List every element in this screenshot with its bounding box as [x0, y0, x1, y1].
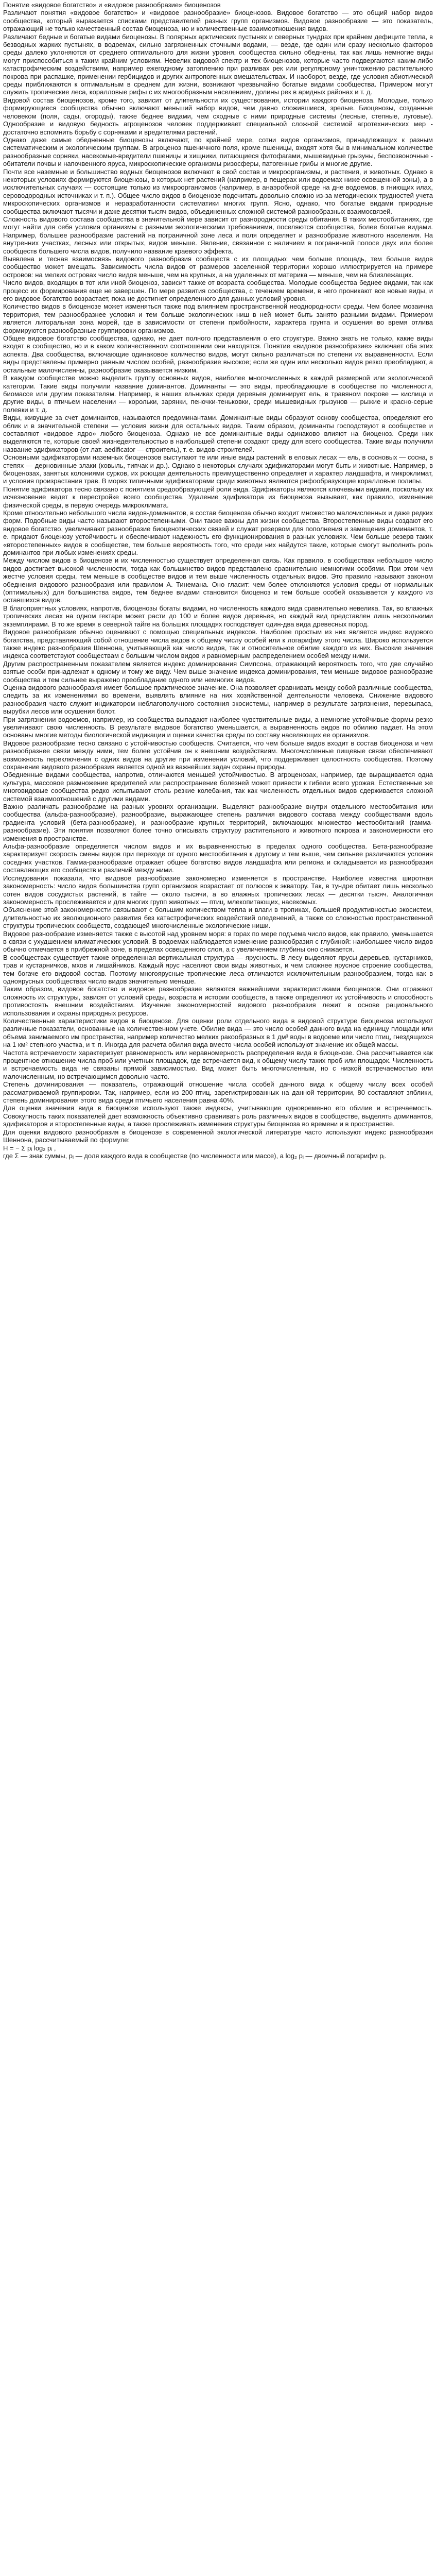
document [0, 0, 436, 1160]
paragraph: Видовое разнообразие обычно оценивают с помощью специальных индексов. Наиболее простым из них является индекс видового богатства, представляющий собой отношение числа видов к общему числу особей или к логарифму этого числа. Широко используется также индекс разнообразия Шеннона, учитывающий как число видов, так и относительное обилие каждого из них. Высокие значения индекса соответствуют сообществам с большим числом видов и равномерным распределением особей между ними. [3, 628, 433, 660]
paragraph: Важно различать разнообразие на разных уровнях организации. Выделяют разнообразие внутри отдельного местообитания или сообщества (альфа-разнообразие), разнообразие, выражающее степень различия видового состава между сообществами вдоль градиента условий (бета-разнообразие), и разнообразие крупных территорий, включающих множество местообитаний (гамма-разнообразие). Эти понятия позволяют более точно описывать структуру растительного и животного покрова и закономерности его изменения в пространстве. [3, 803, 433, 842]
paragraph: Исследования показали, что видовое разнообразие закономерно изменяется в пространстве. Наиболее известна широтная закономерность: число видов большинства групп организмов возрастает от полюсов к экватору. Так, в тундре обитает лишь несколько сотен видов сосудистых растений, в тайге — около тысячи, а во влажных тропических лесах — десятки тысяч. Аналогичная закономерность прослеживается и для многих групп животных — птиц, млекопитающих, насекомых. [3, 874, 433, 906]
paragraph: Различают понятия «видовое богатство» и «видовое разнообразие» биоценозов. Видовое богатство — это общий набор видов сообщества, который выражается списками представителей разных групп организмов. Видовое разнообразие — это показатель, отражающий не только качественный состав биоценоза, но и количественные взаимоотношения видов. [3, 9, 433, 33]
paragraph: Степень доминирования — показатель, отражающий отношение числа особей данного вида к общему числу всех особей рассматриваемой группировки. Так, например, если из 200 птиц, зарегистрированных на данной территории, 80 составляют зяблики, степень доминирования этого вида среди птичьего населения равна 40%. [3, 1080, 433, 1105]
paragraph: Сложность видового состава сообщества в значительной мере зависит от разнородности среды обитания. В таких местообитаниях, где могут найти для себя условия организмы с разными экологическими требованиями, поселяются сообщества, более богатые видами. Например, большее разнообразие растений на пограничной зоне леса и поля определяет и разнообразие животного населения. На внутренних участках, лесных или открытых, видов меньше. Явление, связанное с наличием в пограничной полосе двух или более сообществ большего числа видов, получило название краевого эффекта. [3, 215, 433, 255]
paragraph: Видовое разнообразие изменяется также с высотой над уровнем моря: в горах по мере подъема число видов, как правило, уменьшается в связи с ухудшением климатических условий. В водоемах наблюдается изменение разнообразия с глубиной: наибольшее число видов обычно отмечается в прибрежной зоне, в пределах освещенного слоя, а с увеличением глубины оно снижается. [3, 929, 433, 954]
paragraph: Однако даже самые обедненные биоценозы включают, по крайней мере, сотни видов организмов, принадлежащих к разным систематическим и экологическим группам. В агроценоз пшеничного поля, кроме пшеницы, входят хотя бы в минимальном количестве разнообразные сорняки, насекомые-вредители пшеницы и хищники, питающиеся фитофагами, мышевидные грызуны, беспозвоночные - обитатели почвы и напочвенного яруса, микроскопические организмы ризосферы, патогенные грибы и многие другие. [3, 135, 433, 168]
paragraph: Выявлена и тесная взаимосвязь видового разнообразия сообществ с их площадью: чем больше площадь, тем больше видов сообщество может вмещать. Зависимость числа видов от размеров заселенной территории хорошо иллюстрируется на примере островов: на мелких островах число видов меньше, чем на крупных, а на удаленных от материка — меньше, чем на близлежащих. [3, 255, 433, 279]
paragraph: Обедненные видами сообщества, напротив, отличаются меньшей устойчивостью. В агроценозах, например, где выращивается одна культура, массовое размножение вредителей или распространение болезней может привести к гибели всего урожая. Естественные же многовидовые сообщества редко испытывают столь резкие колебания, так как численность отдельных видов сдерживается сложной системой взаимоотношений с другими видами. [3, 771, 433, 803]
paragraph: H = − Σ pᵢ log₂ pᵢ , [3, 1144, 56, 1152]
paragraph: Таким образом, видовое богатство и видовое разнообразие являются важнейшими характеристиками биоценозов. Они отражают сложность их структуры, зависят от условий среды, возраста и истории сообществ, а также определяют их устойчивость и способность противостоять внешним воздействиям. Изучение закономерностей видового разнообразия лежит в основе рационального использования и охраны природных ресурсов. [3, 985, 433, 1017]
paragraph: где Σ — знак суммы, pᵢ — доля каждого вида в сообществе (по численности или массе), а log₂ pᵢ — двоичный логарифм pᵢ. [3, 1151, 387, 1160]
paragraph: Виды, живущие за счет доминантов, называются предоминантами. Доминантные виды образуют основу сообщества, определяют его облик и в значительной степени — условия жизни для остальных видов. Таким образом, доминанты господствуют в сообществе и составляют «видовое ядро» любого биоценоза. Однако не все доминантные виды одинаково влияют на биоценоз. Среди них выделяются те, которые своей жизнедеятельностью в наибольшей степени создают среду для всего сообщества. Такие виды получили название эдификаторов (от лат. aedificator — строитель), т. е. видов-строителей. [3, 414, 433, 453]
paragraph: В сообществах существует также определенная вертикальная структура — ярусность. В лесу выделяют ярусы деревьев, кустарников, трав и кустарничков, мхов и лишайников. Каждый ярус населяют свои виды животных, и чем сложнее ярусное строение сообщества, тем богаче его видовой состав. Поэтому многоярусные тропические леса отличаются исключительным разнообразием, тогда как в одноярусных сообществах число видов значительно меньше. [3, 953, 433, 985]
paragraph: Почти все наземные и большинство водных биоценозов включают в свой состав и микроорганизмы, и растения, и животных. Однако в некоторых условиях формируются биоценозы, в которых нет растений (например, в пещерах или водоемах ниже освещенной зоны), а в исключительных случаях — состоящие только из микроорганизмов (например, в анаэробной среде на дне водоемов, в гниющих илах, сероводородных источниках и т. п.). Общее число видов в биоценозе подсчитать довольно сложно из-за методических трудностей учета микроскопических организмов и неразработанности систематики многих групп. Ясно, однако, что богатые видами природные сообщества включают тысячи и даже десятки тысяч видов, объединенных сложной системой разнообразных взаимосвязей. [3, 167, 433, 215]
paragraph: Частота встречаемости характеризует равномерность или неравномерность распределения вида в биоценозе. Она рассчитывается как процентное отношение числа проб или учетных площадок, где встречается вид, к общему числу таких проб или площадок. Численность и встречаемость вида не связаны прямой зависимостью. Вид может быть многочисленным, но с низкой встречаемостью или малочисленным, но встречающимся довольно часто. [3, 1048, 433, 1080]
paragraph: Видовое разнообразие тесно связано с устойчивостью сообществ. Считается, что чем больше видов входит в состав биоценоза и чем разнообразнее связи между ними, тем более устойчив он к внешним воздействиям. Многочисленные пищевые связи обеспечивают возможность переключения с одних видов на другие при изменении условий, что поддерживает целостность сообщества. Поэтому сохранение видового разнообразия является одной из важнейших задач охраны природы. [3, 739, 433, 771]
paragraph: Оценка видового разнообразия имеет большое практическое значение. Она позволяет сравнивать между собой различные сообщества, следить за их изменениями во времени, выявлять влияние на них хозяйственной деятельности человека. Снижение видового разнообразия часто служит индикатором неблагополучного состояния экосистемы, например в результате загрязнения, перевыпаса, вырубки лесов или осушения болот. [3, 683, 433, 716]
paragraph: Альфа-разнообразие определяется числом видов и их выравненностью в пределах одного сообщества. Бета-разнообразие характеризует скорость смены видов при переходе от одного местообитания к другому и тем выше, чем сильнее различаются условия соседних участков. Гамма-разнообразие отражает общее богатство видов ландшафта или региона и складывается из разнообразия составляющих его сообществ и различий между ними. [3, 842, 433, 874]
paragraph: В каждом сообществе можно выделить группу основных видов, наиболее многочисленных в каждой размерной или экологической категории. Такие виды получили название доминантов. Доминанты — это виды, преобладающие в сообществе по численности, биомассе или другим показателям. Например, в наших ельниках среди деревьев доминирует ель, в травяном покрове — кислица и другие виды, в птичьем населении — корольки, зарянки, пеночки-теньковки, среди мышевидных грызунов — рыжие и красно-серые полевки и т. д. [3, 374, 433, 414]
paragraph: Основными эдификаторами наземных биоценозов выступают те или иные виды растений: в еловых лесах — ель, в сосновых — сосна, в степях — дерновинные злаки (ковыль, типчак и др.). Однако в некоторых случаях эдификаторами могут быть и животные. Например, в биоценозах, занятых колониями сурков, их роющая деятельность преимущественно определяет и характер ландшафта, и микроклимат, и условия произрастания трав. В морях типичными эдификаторами среди животных являются рифообразующие коралловые полипы. [3, 453, 433, 485]
document-title: Понятие «видовое богатство» и «видовое разнообразие» биоценозов [3, 1, 221, 9]
paragraph: При загрязнении водоемов, например, из сообщества выпадают наиболее чувствительные виды, а немногие устойчивые формы резко увеличивают свою численность. В результате видовое богатство уменьшается, а выравненность видов по обилию падает. На этом основаны многие методы биологической индикации и оценки качества среды по составу населяющих ее организмов. [3, 715, 433, 739]
paragraph: Между числом видов в биоценозе и их численностью существует определенная связь. Как правило, в сообществах небольшое число видов достигает высокой численности, тогда как большинство видов представлено сравнительно немногими особями. При этом чем жестче условия среды, тем меньше в сообществе видов и тем выше численность отдельных видов. Это правило называют законом обеднения видового разнообразия или правилом А. Тинемана. Оно гласит: чем более отклоняются условия среды от нормальных (оптимальных) для большинства видов, тем беднее видами становится биоценоз и тем больше особей оказывается у каждого из оставшихся видов. [3, 556, 433, 604]
paragraph: Объяснение этой закономерности связывают с большим количеством тепла и влаги в тропиках, большей продуктивностью экосистем, длительностью их эволюционного развития без катастрофических воздействий оледенений, а также со сложностью пространственной структуры тропических сообществ, создающей многочисленные экологические ниши. [3, 906, 433, 930]
paragraph: Для оценки значения вида в биоценозе используют также индексы, учитывающие одновременно его обилие и встречаемость. Совокупность таких показателей дает возможность объективно сравнивать роль различных видов в сообществе, выделять доминантов, эдификаторов и второстепенные виды, а также прослеживать изменения структуры биоценоза во времени и в пространстве. [3, 1104, 433, 1128]
paragraph: Понятие эдификатора тесно связано с понятием средообразующей роли вида. Эдификаторы являются ключевыми видами, поскольку их исчезновение ведет к перестройке всего сообщества. Удаление эдификатора из биоценоза вызывает, как правило, изменение физической среды, в первую очередь микроклимата. [3, 485, 433, 509]
paragraph: Общее видовое богатство сообщества, однако, не дает полного представления о его структуре. Важно знать не только, какие виды входят в сообщество, но и в каком количественном соотношении они находятся. Понятие «видовое разнообразие» включает оба этих аспекта. Два сообщества, включающие одинаковое количество видов, могут сильно различаться по степени их выравненности. Если виды представлены примерно равным числом особей, разнообразие высокое; если же один или несколько видов резко преобладают, а остальные малочисленны, разнообразие оказывается низким. [3, 334, 433, 374]
paragraph: Видовой состав биоценозов, кроме того, зависит от длительности их существования, истории каждого биоценоза. Молодые, только формирующиеся сообщества обычно включают меньший набор видов, чем давно сложившиеся, зрелые. Биоценозы, созданные человеком (поля, сады, огороды), также беднее видами, чем сходные с ними природные системы (лесные, степные, луговые). Однообразие и видовую бедность агроценозов человек поддерживает специальной сложной системой агротехнических мер - достаточно вспомнить борьбу с сорняками и вредителями растений. [3, 96, 433, 136]
paragraph: Количество видов в биоценозе может изменяться также под влиянием пространственной неоднородности среды. Чем более мозаична территория, тем разнообразнее условия и тем больше экологических ниш в ней может быть занято разными видами. Примером является литоральная зона морей, где в зависимости от степени прибойности, характера грунта и осушения во время отлива формируются разнообразные группировки организмов. [3, 302, 433, 334]
paragraph: Другим распространенным показателем является индекс доминирования Симпсона, отражающий вероятность того, что две случайно взятые особи принадлежат к одному и тому же виду. Чем выше значение индекса доминирования, тем меньше видовое разнообразие сообщества и тем сильнее выражено преобладание одного или немногих видов. [3, 659, 433, 684]
paragraph: Число видов, входящих в тот или иной биоценоз, зависит также от возраста сообщества. Молодые сообщества беднее видами, так как процесс их формирования еще не завершен. По мере развития сообщества, с течением времени, в него проникают все новые виды, и его видовое богатство возрастает, пока не достигнет определенного для данных условий уровня. [3, 279, 433, 303]
paragraph: Различают бедные и богатые видами биоценозы. В полярных арктических пустынях и северных тундрах при крайнем дефиците тепла, в безводных жарких пустынях, в водоемах, сильно загрязненных сточными водами, — везде, где один или сразу несколько факторов среды далеко уклоняются от среднего оптимального для жизни уровня, сообщества сильно обеднены, так как лишь немногие виды могут приспособиться к таким крайним условиям. Невелик видовой спектр и тех биоценозов, которые часто подвергаются каким-либо катастрофическим воздействиям, например ежегодному затоплению при разливах рек или регулярному уничтожению растительного покрова при распашке, применении гербицидов и других антропогенных вмешательствах. И наоборот, везде, где условия абиотической среды приближаются к оптимальным в среднем для жизни, возникают чрезвычайно богатые видами сообщества. Примером могут служить тропические леса, коралловые рифы с их многообразным населением, долины рек в аридных районах и т. д. [3, 32, 433, 96]
paragraph: В благоприятных условиях, напротив, биоценозы богаты видами, но численность каждого вида сравнительно невелика. Так, во влажных тропических лесах на одном гектаре может расти до 100 и более видов деревьев, но каждый вид представлен лишь несколькими экземплярами. В то же время в северной тайге на больших площадях господствует один-два вида древесных пород. [3, 604, 433, 628]
paragraph: Кроме относительно небольшого числа видов-доминантов, в состав биоценоза обычно входит множество малочисленных и даже редких форм. Подобные виды часто называют второстепенными. Они также важны для жизни сообщества. Второстепенные виды создают его видовое богатство, увеличивают разнообразие биоценотических связей и служат резервом для пополнения и замещения доминантов, т. е. придают биоценозу устойчивость и обеспечивают надежность его функционирования в разных условиях. Чем больше резерв таких «второстепенных» видов в сообществе, тем больше вероятность того, что среди них найдутся такие, которые смогут выполнить роль доминантов при любых изменениях среды. [3, 509, 433, 557]
paragraph: Количественные характеристики видов в биоценозе. Для оценки роли отдельного вида в видовой структуре биоценоза используют различные показатели, основанные на количественном учете. Обилие вида — это число особей данного вида на единицу площади или объема занимаемого им пространства, например количество мелких ракообразных в 1 дм³ воды в водоеме или число птиц, гнездящихся на 1 км² степного участка, и т. п. Иногда для расчета обилия вида вместо числа особей используют значение их общей массы. [3, 1017, 433, 1049]
document-body [3, 9, 433, 1160]
paragraph: Для оценки видового разнообразия в биоценозе в современной экологической литературе часто используют индекс разнообразия Шеннона, рассчитываемый по формуле: [3, 1128, 433, 1144]
